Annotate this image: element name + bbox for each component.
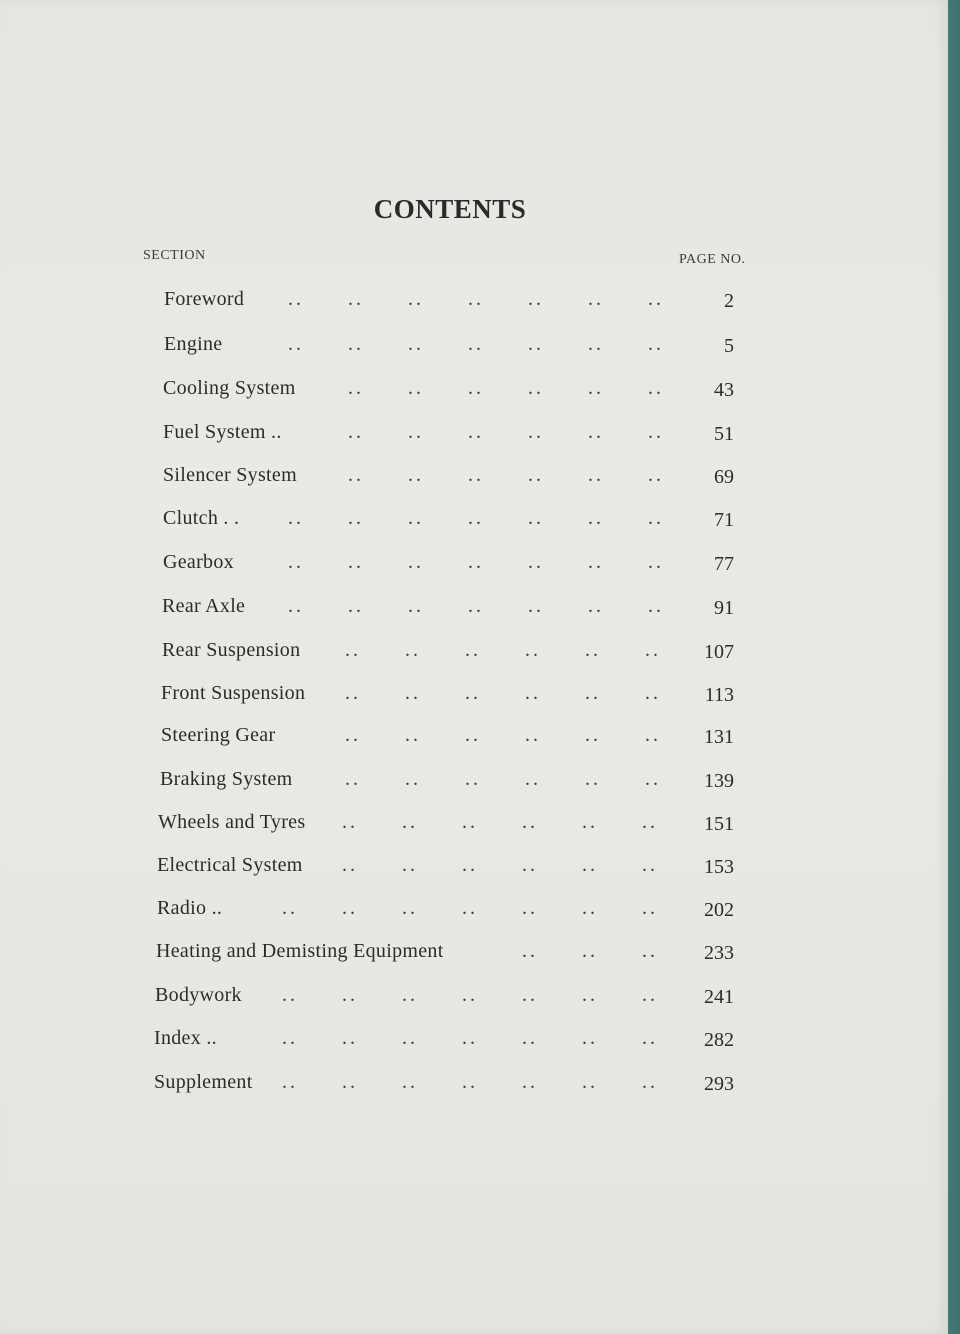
toc-entry-label: Heating and Demisting Equipment [156,940,444,962]
toc-entry [163,464,763,494]
dot-leader: .. .. .. .. .. .. .. [282,1027,658,1049]
toc-entry-page: 153 [704,856,734,878]
toc-entry-label: Silencer System [163,464,297,486]
toc-entry [161,724,761,754]
toc-entry [155,984,755,1014]
dot-leader: .. .. .. .. .. .. .. [288,507,664,529]
toc-entry-label: Foreword [164,288,245,310]
toc-entry-label: Index .. [154,1027,217,1049]
toc-entry-page: 2 [724,290,734,312]
section-column-header: SECTION [143,248,206,263]
page-number-column-header: PAGE NO. [679,252,746,267]
toc-entry [162,595,762,625]
dot-leader: .. .. .. [522,940,658,962]
toc-entry-page: 282 [704,1029,734,1051]
toc-entry-page: 293 [704,1073,734,1095]
toc-entry-label: Electrical System [157,854,303,876]
toc-entry-page: 131 [704,726,734,748]
toc-entry-label: Rear Suspension [162,639,301,661]
toc-entry [163,377,763,407]
toc-entry-label: Gearbox [163,551,234,573]
dot-leader: .. .. .. .. .. .. [345,768,661,790]
dot-leader: .. .. .. .. .. .. .. [282,897,658,919]
toc-entry [157,854,757,884]
toc-entry-page: 202 [704,899,734,921]
toc-entry [163,421,763,451]
toc-entry-page: 51 [714,423,734,445]
toc-entry-page: 151 [704,813,734,835]
toc-entry-page: 5 [724,335,734,357]
dot-leader: .. .. .. .. .. .. [348,421,664,443]
toc-entry [154,1027,754,1057]
toc-entry [163,551,763,581]
toc-entry-label: Wheels and Tyres [158,811,306,833]
dot-leader: .. .. .. .. .. .. [348,464,664,486]
toc-entry [162,639,762,669]
toc-entry-label: Radio .. [157,897,223,919]
dot-leader: .. .. .. .. .. .. [345,639,661,661]
toc-entry-label: Engine [164,333,223,355]
toc-entry-page: 139 [704,770,734,792]
toc-entry [164,333,764,363]
toc-entry-page: 71 [714,509,734,531]
toc-entry [161,682,761,712]
toc-entry-page: 113 [704,684,734,706]
toc-entry [158,811,758,841]
toc-entry-page: 233 [704,942,734,964]
toc-entry [157,897,757,927]
toc-entry-label: Front Suspension [161,682,306,704]
toc-entry-label: Cooling System [163,377,296,399]
toc-entry [154,1071,754,1101]
toc-entry-page: 77 [714,553,734,575]
toc-entry-page: 241 [704,986,734,1008]
dot-leader: .. .. .. .. .. .. [345,724,661,746]
dot-leader: .. .. .. .. .. .. [348,377,664,399]
toc-entry-page: 107 [704,641,734,663]
toc-entry-page: 43 [714,379,734,401]
toc-entry-label: Fuel System .. [163,421,282,443]
dot-leader: .. .. .. .. .. .. .. [288,288,664,310]
dot-leader: .. .. .. .. .. .. [345,682,661,704]
toc-entry-label: Braking System [160,768,293,790]
dot-leader: .. .. .. .. .. .. [342,854,658,876]
toc-entry-label: Clutch . . [163,507,240,529]
toc-entry [164,288,764,318]
toc-entry-label: Steering Gear [161,724,276,746]
page-title: CONTENTS [373,194,527,224]
dot-leader: .. .. .. .. .. .. .. [282,984,658,1006]
toc-entry-page: 69 [714,466,734,488]
toc-entry [156,940,756,970]
dot-leader: .. .. .. .. .. .. [342,811,658,833]
toc-entry-label: Supplement [154,1071,253,1093]
dot-leader: .. .. .. .. .. .. .. [288,333,664,355]
dot-leader: .. .. .. .. .. .. .. [288,551,664,573]
toc-entry [160,768,760,798]
toc-entry-label: Bodywork [155,984,242,1006]
dot-leader: .. .. .. .. .. .. .. [282,1071,658,1093]
toc-entry-label: Rear Axle [162,595,246,617]
toc-entry-page: 91 [714,597,734,619]
toc-entry [163,507,763,537]
dot-leader: .. .. .. .. .. .. .. [288,595,664,617]
